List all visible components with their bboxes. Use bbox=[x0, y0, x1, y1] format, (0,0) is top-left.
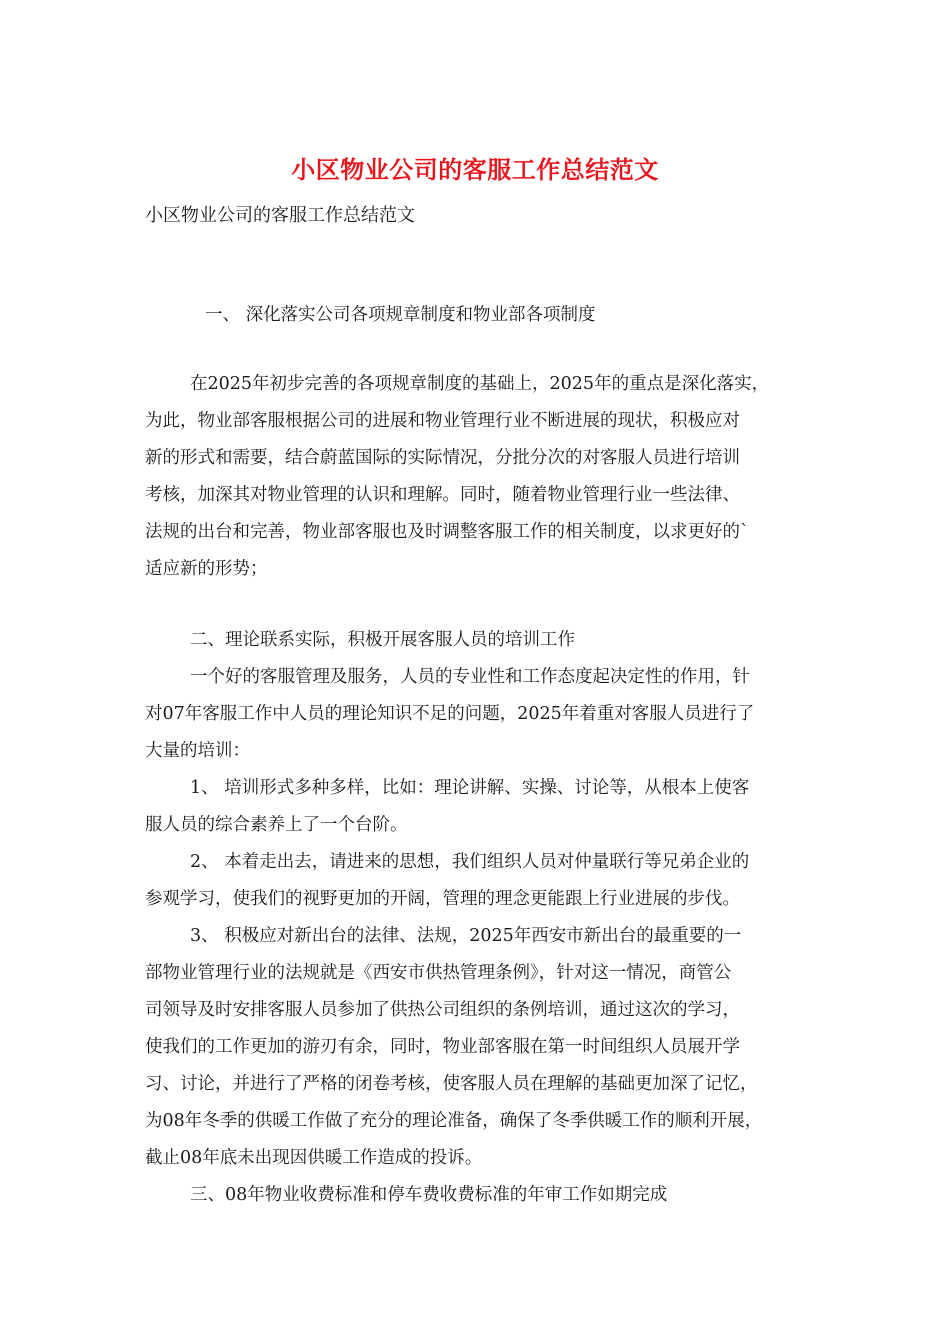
paragraph-line: 大量的培训： bbox=[145, 741, 250, 761]
paragraph-line: 在2025年初步完善的各项规章制度的基础上，2025年的重点是深化落实， bbox=[190, 374, 770, 394]
list-item-line: 服人员的综合素养上了一个台阶。 bbox=[145, 815, 408, 835]
list-item-line: 2、 本着走出去，请进来的思想，我们组织人员对仲量联行等兄弟企业的 bbox=[190, 852, 750, 872]
document-title: 小区物业公司的客服工作总结范文 bbox=[291, 155, 659, 184]
paragraph-line: 法规的出台和完善，物业部客服也及时调整客服工作的相关制度，以求更好的` bbox=[145, 522, 749, 542]
paragraph-line: 适应新的形势； bbox=[145, 559, 268, 579]
list-item-line: 部物业管理行业的法规就是《西安市供热管理条例》，针对这一情况，商管公 bbox=[145, 963, 732, 983]
paragraph-line: 对07年客服工作中人员的理论知识不足的问题，2025年着重对客服人员进行了 bbox=[145, 704, 755, 724]
list-item-line: 3、 积极应对新出台的法律、法规，2025年西安市新出台的最重要的一 bbox=[190, 926, 742, 946]
list-item-line: 习、讨论，并进行了严格的闭卷考核，使客服人员在理解的基础更加深了记忆， bbox=[145, 1074, 758, 1094]
list-item-line: 1、 培训形式多种多样，比如：理论讲解、实操、讨论等，从根本上使客 bbox=[190, 778, 750, 798]
section-3-heading: 三、08年物业收费标准和停车费收费标准的年审工作如期完成 bbox=[190, 1185, 668, 1205]
list-item-line: 使我们的工作更加的游刃有余，同时，物业部客服在第一时间组织人员展开学 bbox=[145, 1037, 740, 1057]
paragraph-line: 新的形式和需要，结合蔚蓝国际的实际情况，分批分次的对客服人员进行培训 bbox=[145, 448, 740, 468]
paragraph-line: 考核，加深其对物业管理的认识和理解。同时，随着物业管理行业一些法律、 bbox=[145, 485, 740, 505]
list-item-line: 参观学习，使我们的视野更加的开阔，管理的理念更能跟上行业进展的步伐。 bbox=[145, 889, 740, 909]
section-1-heading: 一、 深化落实公司各项规章制度和物业部各项制度 bbox=[205, 305, 596, 325]
document-subtitle: 小区物业公司的客服工作总结范文 bbox=[145, 205, 415, 226]
list-item-line: 为08年冬季的供暖工作做了充分的理论准备，确保了冬季供暖工作的顺利开展， bbox=[145, 1111, 763, 1131]
paragraph-line: 一个好的客服管理及服务，人员的专业性和工作态度起决定性的作用，针 bbox=[190, 667, 750, 687]
list-item-line: 截止08年底未出现因供暖工作造成的投诉。 bbox=[145, 1148, 483, 1168]
list-item-line: 司领导及时安排客服人员参加了供热公司组织的条例培训，通过这次的学习， bbox=[145, 1000, 740, 1020]
paragraph-line: 为此，物业部客服根据公司的进展和物业管理行业不断进展的现状，积极应对 bbox=[145, 411, 740, 431]
section-2-heading: 二、理论联系实际，积极开展客服人员的培训工作 bbox=[190, 630, 575, 650]
